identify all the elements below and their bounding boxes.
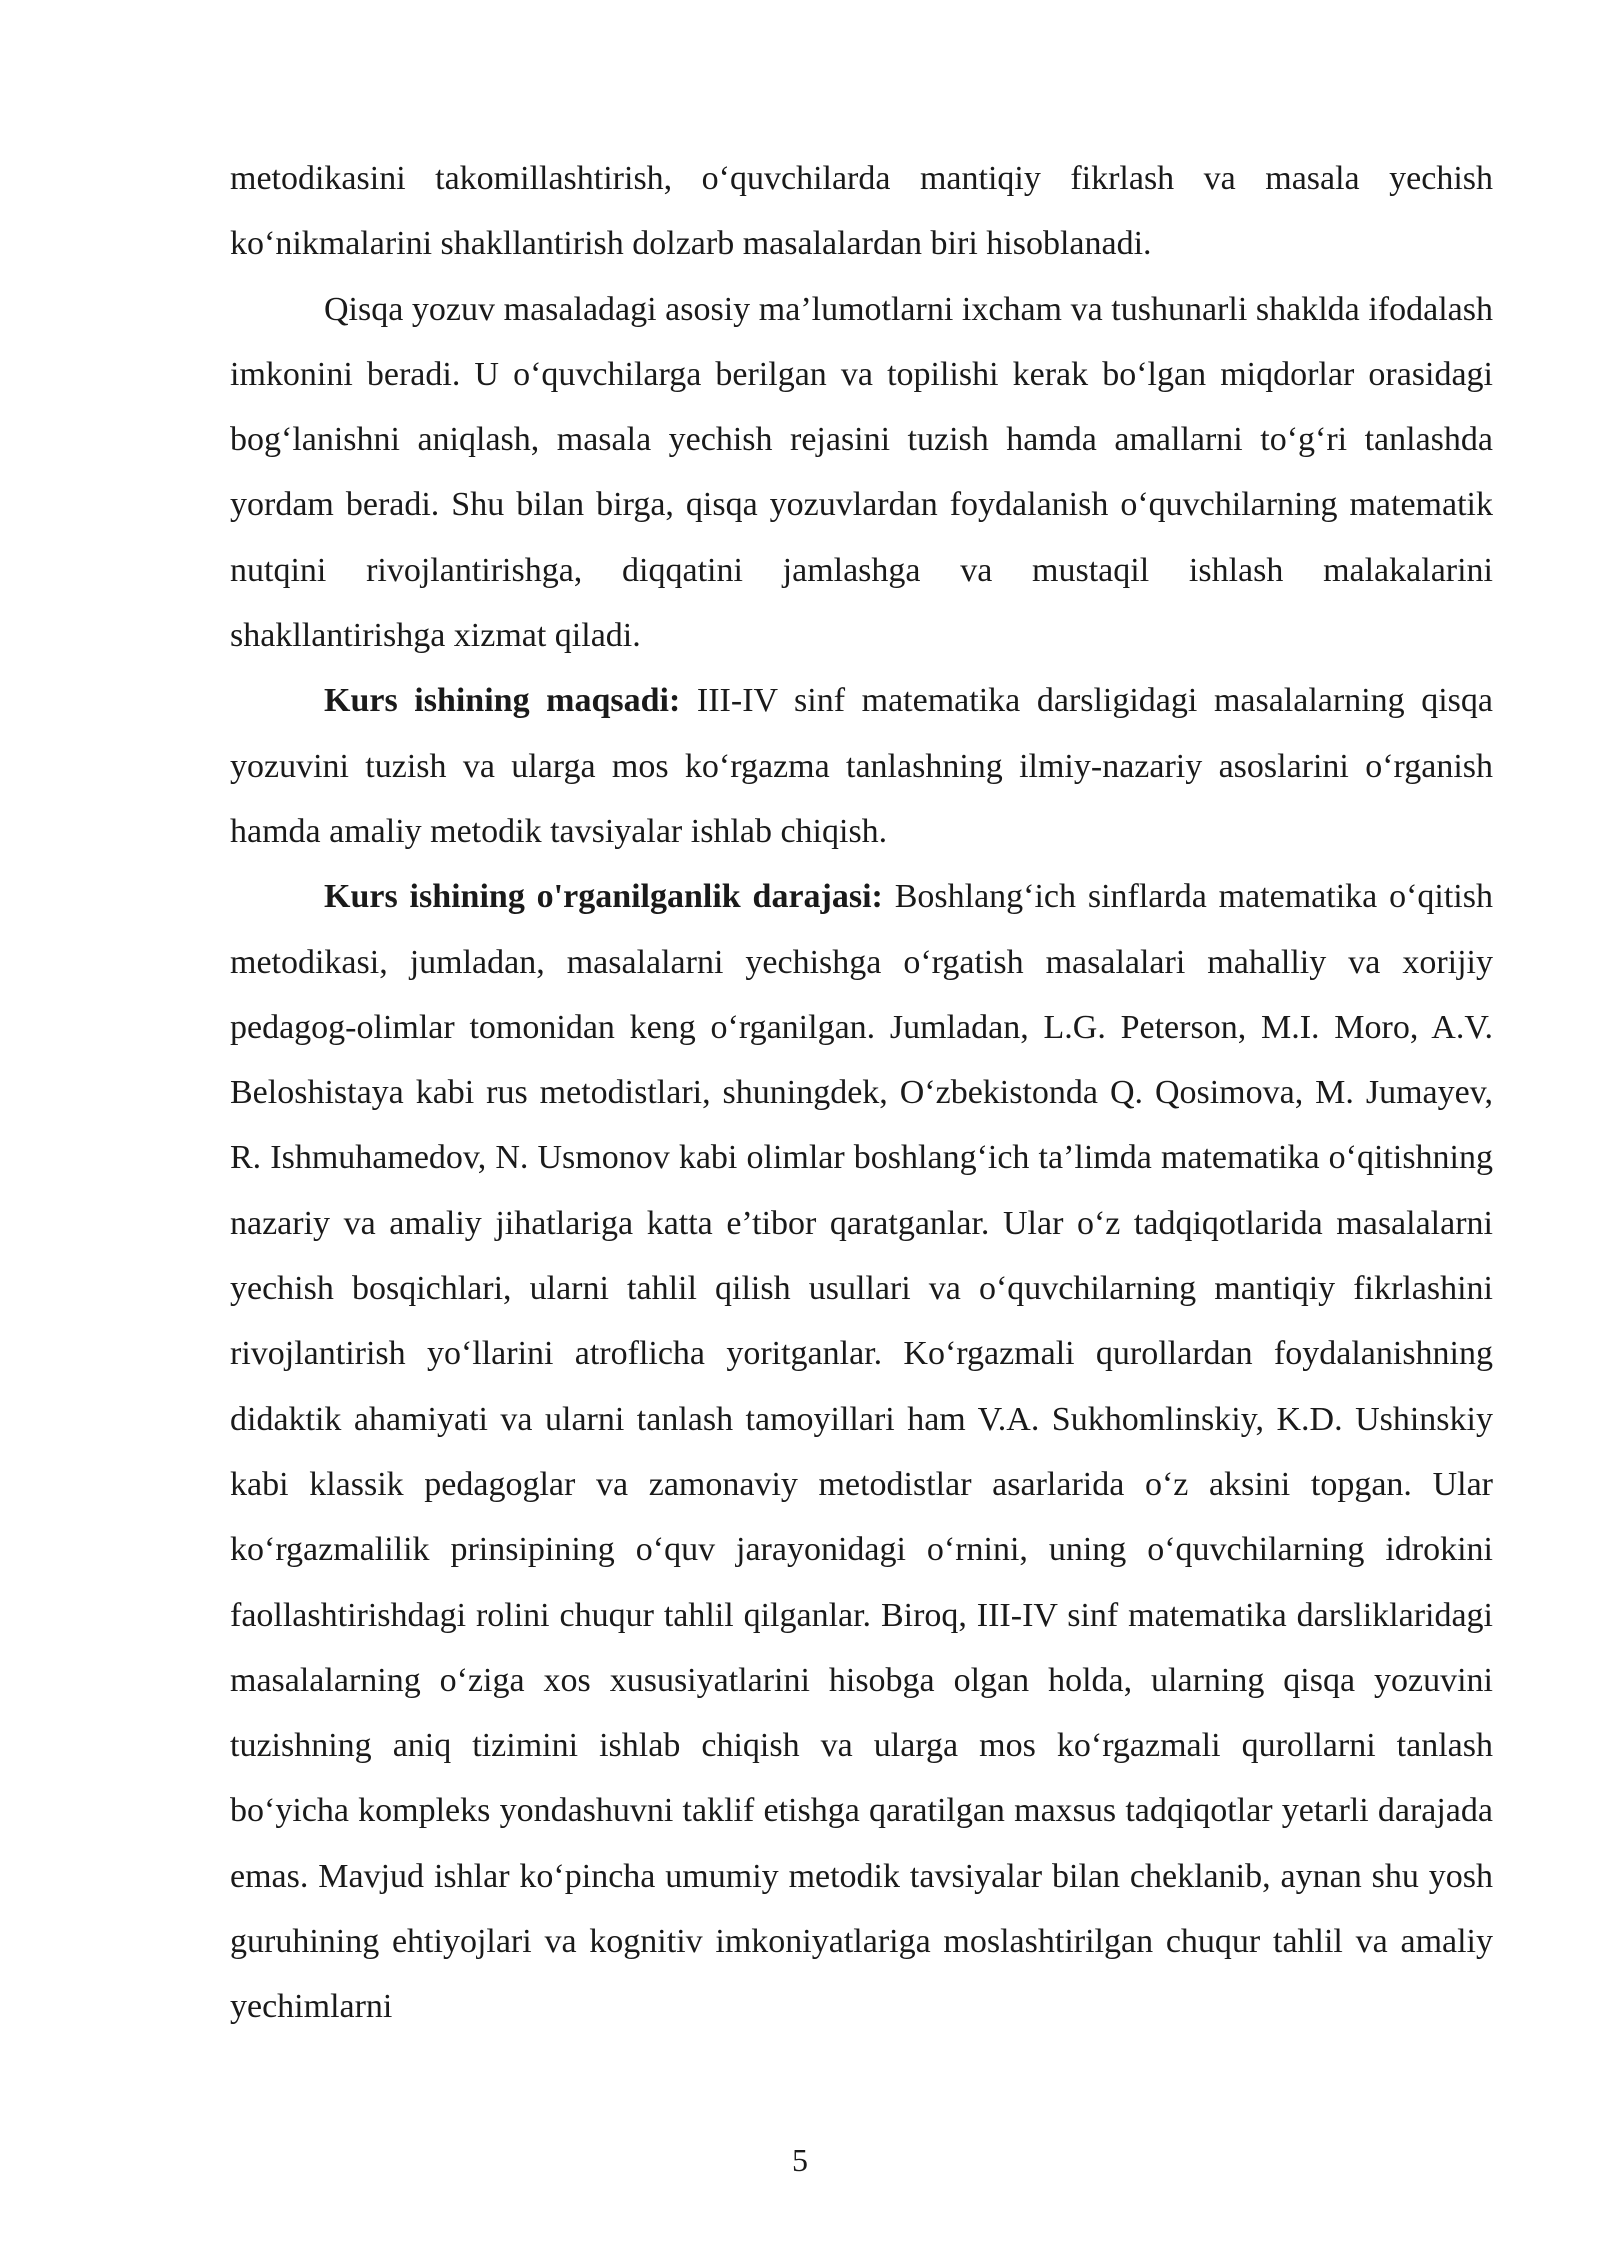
paragraph-text: III-IV sinf matematika darsligidagi masalalarning qisqa yozuvini tuzish va ularga mos ko‘rgazma tanlashning ilmiy-nazariy asoslarini o‘rganish hamda amaliy metodik tavsiyalar ishlab chiqish. — [230, 682, 1493, 850]
paragraph-continuation — [230, 146, 1493, 277]
paragraph-text: metodikasini takomillashtirish, o‘quvchilarda mantiqiy fikrlash va masala yechish ko‘nikmalarini shakllantirish dolzarb masalalardan biri hisoblanadi. — [230, 160, 1493, 263]
page-number: 5 — [792, 2142, 808, 2178]
paragraph-text: Boshlang‘ich sinflarda matematika o‘qitish metodikasi, jumladan, masalalarni yechishga o‘rgatish masalalari mahalliy va xorijiy pedagog-olimlar tomonidan keng o‘rganilgan. Jumladan, L.G. Peterson, M.I. Moro, A.V. Beloshistaya kabi rus metodistlari, shuningdek, O‘zbekistonda Q. Qosimova, M. Jumayev, R. Ishmuhamedov, N. Usmonov kabi olimlar boshlang‘ich ta’limda matematika o‘qitishning nazariy va amaliy jihatlariga katta e’tibor qaratganlar. Ular o‘z tadqiqotlarida masalalarni yechish bosqichlari, ularni tahlil qilish usullari va o‘quvchilarning mantiqiy fikrlashini rivojlantirish yo‘llarini atroflicha yoritganlar. Ko‘rgazmali qurollardan foydalanishning didaktik ahamiyati va ularni tanlash tamoyillari ham V.A. Sukhomlinskiy, K.D. Ushinskiy kabi klassik pedagoglar va zamonaviy metodistlar asarlarida o‘z aksini topgan. Ular ko‘rgazmalilik prinsipining o‘quv jarayonidagi o‘rnini, uning o‘quvchilarning idrokini faollashtirishdagi rolini chuqur tahlil qilganlar. Biroq, III-IV sinf matematika darsliklaridagi masalalarning o‘ziga xos xususiyatlarini hisobga olgan holda, ularning qisqa yozuvini tuzishning aniq tizimini ishlab chiqish va ularga mos ko‘rgazmali qurollarni tanlash bo‘yicha kompleks yondashuvni taklif etishga qaratilgan maxsus tadqiqotlar yetarli darajada emas. Mavjud ishlar ko‘pincha umumiy metodik tavsiyalar bilan cheklanib, aynan shu yosh guruhining ehtiyojlari va kognitiv imkoniyatlariga moslashtirilgan chuqur tahlil va amaliy yechimlarni — [230, 878, 1493, 2026]
paragraph-text: Qisqa yozuv masaladagi asosiy ma’lumotlarni ixcham va tushunarli shaklda ifodalash imkonini beradi. U o‘quvchilarga berilgan va topilishi kerak bo‘lgan miqdorlar orasidagi bog‘lanishni aniqlash, masala yechish rejasini tuzish hamda amallarni to‘g‘ri tanlashda yordam beradi. Shu bilan birga, qisqa yozuvlardan foydalanish o‘quvchilarning matematik nutqini rivojlantirishga, diqqatini jamlashga va mustaqil ishlash malakalarini shakllantirishga xizmat qiladi. — [230, 290, 1493, 655]
paragraph-course-goal — [230, 668, 1493, 864]
paragraph-short-notation — [230, 277, 1493, 669]
paragraph-heading: Kurs ishining o'rganilganlik darajasi: — [324, 878, 883, 916]
paragraph-heading: Kurs ishining maqsadi: — [324, 682, 681, 720]
body-text — [230, 146, 1493, 2040]
paragraph-study-level — [230, 864, 1493, 2039]
